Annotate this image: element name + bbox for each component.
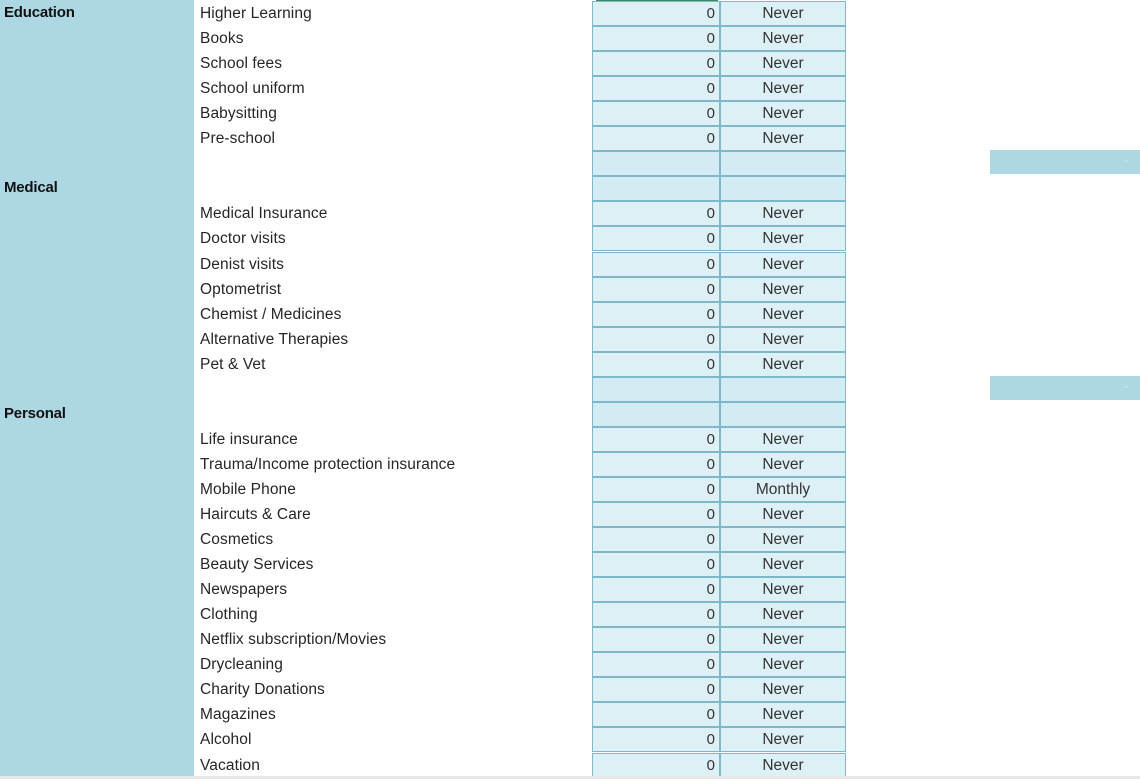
category-heading: Medical: [4, 179, 58, 197]
expense-label: Trauma/Income protection insurance: [200, 455, 456, 473]
table-row: [0, 252, 1140, 277]
frequency-dropdown[interactable]: Never: [720, 76, 846, 101]
amount-value: 0: [706, 30, 715, 48]
frequency-dropdown[interactable]: Never: [720, 101, 846, 126]
amount-cell[interactable]: [592, 753, 720, 778]
expense-label: Medical Insurance: [200, 205, 328, 223]
section-subtotal: [990, 376, 1140, 400]
subtotal-value: -: [1124, 381, 1128, 393]
amount-cell[interactable]: [592, 452, 720, 477]
amount-cell[interactable]: [592, 327, 720, 352]
amount-value: 0: [706, 631, 715, 649]
amount-value: 0: [706, 130, 715, 148]
frequency-dropdown[interactable]: [720, 377, 846, 402]
table-row: [0, 151, 1140, 176]
table-row: [0, 51, 1140, 76]
category-heading: Personal: [4, 404, 66, 422]
frequency-dropdown[interactable]: Never: [720, 552, 846, 577]
amount-value: 0: [706, 480, 715, 498]
amount-cell[interactable]: [592, 627, 720, 652]
amount-cell[interactable]: [592, 377, 720, 402]
expense-label: Newspapers: [200, 581, 288, 599]
frequency-dropdown[interactable]: Never: [720, 452, 846, 477]
table-row: [0, 452, 1140, 477]
amount-cell[interactable]: [592, 151, 720, 176]
table-row: [0, 201, 1140, 226]
table-row: [0, 727, 1140, 752]
frequency-dropdown[interactable]: Never: [720, 126, 846, 151]
amount-value: 0: [706, 205, 715, 223]
table-row: [0, 302, 1140, 327]
frequency-dropdown[interactable]: Never: [720, 602, 846, 627]
amount-value: 0: [706, 756, 715, 774]
amount-value: 0: [706, 355, 715, 373]
table-row: [0, 477, 1140, 502]
amount-value: 0: [706, 506, 715, 523]
frequency-dropdown[interactable]: Monthly: [720, 477, 846, 502]
table-row: [0, 377, 1140, 402]
amount-cell[interactable]: [592, 201, 720, 226]
amount-cell[interactable]: [592, 477, 720, 502]
frequency-dropdown[interactable]: Never: [720, 753, 846, 778]
table-row: [0, 427, 1140, 452]
frequency-dropdown[interactable]: Never: [720, 577, 846, 602]
amount-cell[interactable]: [592, 76, 720, 101]
table-row: [0, 402, 1140, 427]
amount-cell[interactable]: [592, 502, 720, 527]
amount-cell[interactable]: [592, 577, 720, 602]
amount-value: [715, 180, 719, 197]
table-row: [0, 327, 1140, 352]
amount-value: 0: [706, 80, 715, 98]
table-row: [0, 753, 1140, 778]
table-row: [0, 552, 1140, 577]
frequency-dropdown[interactable]: Never: [720, 51, 846, 76]
amount-value: 0: [706, 706, 715, 724]
amount-value: 0: [706, 305, 715, 323]
expense-label: School uniform: [200, 80, 305, 98]
expense-label: Babysitting: [200, 105, 277, 123]
expense-label: Alternative Therapies: [200, 330, 349, 348]
amount-cell[interactable]: [592, 677, 720, 702]
frequency-dropdown[interactable]: Never: [720, 677, 846, 702]
frequency-dropdown[interactable]: [720, 402, 846, 427]
table-row: [0, 502, 1140, 527]
frequency-dropdown[interactable]: Never: [720, 702, 846, 727]
table-row: [0, 1, 1140, 26]
expense-label: Life insurance: [200, 430, 298, 448]
expense-label: School fees: [200, 55, 283, 73]
category-heading: Education: [4, 4, 75, 21]
amount-value: [715, 155, 719, 172]
amount-cell[interactable]: [592, 402, 720, 427]
table-row: [0, 277, 1140, 302]
frequency-dropdown[interactable]: [720, 176, 846, 201]
frequency-dropdown[interactable]: Never: [720, 327, 846, 352]
frequency-dropdown[interactable]: Never: [720, 226, 846, 251]
amount-value: 0: [706, 255, 715, 273]
amount-cell[interactable]: [592, 176, 720, 201]
amount-value: 0: [706, 280, 715, 298]
amount-cell[interactable]: [592, 527, 720, 552]
table-row: [0, 26, 1140, 51]
expense-label: Books: [200, 30, 244, 48]
amount-cell[interactable]: [592, 702, 720, 727]
expense-label: Mobile Phone: [200, 480, 296, 498]
table-row: [0, 101, 1140, 126]
frequency-dropdown[interactable]: Never: [720, 427, 846, 452]
amount-cell[interactable]: [592, 51, 720, 76]
amount-value: 0: [706, 656, 715, 674]
amount-cell[interactable]: [592, 602, 720, 627]
amount-value: 0: [706, 105, 715, 123]
expense-label: Pet & Vet: [200, 355, 266, 373]
frequency-dropdown[interactable]: Never: [720, 302, 846, 327]
frequency-dropdown[interactable]: [720, 151, 846, 176]
amount-cell[interactable]: [592, 652, 720, 677]
amount-cell[interactable]: [592, 352, 720, 377]
amount-value: [715, 381, 719, 398]
expense-label: Denist visits: [200, 255, 284, 273]
table-row: [0, 226, 1140, 251]
frequency-dropdown[interactable]: Never: [720, 1, 846, 26]
table-row: [0, 602, 1140, 627]
expense-label: Haircuts & Care: [200, 506, 311, 523]
expense-label: Optometrist: [200, 280, 282, 298]
amount-cell[interactable]: [592, 101, 720, 126]
amount-value: [715, 406, 719, 423]
amount-cell[interactable]: [592, 226, 720, 251]
amount-cell[interactable]: [592, 552, 720, 577]
table-row: [0, 352, 1140, 377]
expense-label: Netflix subscription/Movies: [200, 631, 387, 649]
amount-value: 0: [706, 531, 715, 549]
amount-cell[interactable]: [592, 277, 720, 302]
amount-value: 0: [706, 430, 715, 448]
subtotal-value: -: [1124, 156, 1128, 168]
expense-label: Pre-school: [200, 130, 276, 148]
table-row: [0, 76, 1140, 101]
frequency-dropdown[interactable]: Never: [720, 727, 846, 752]
expense-label: Clothing: [200, 606, 258, 624]
table-row: [0, 176, 1140, 201]
amount-cell[interactable]: [592, 302, 720, 327]
expense-label: Chemist / Medicines: [200, 305, 342, 323]
amount-value: 0: [706, 556, 715, 574]
expense-label: Magazines: [200, 706, 276, 724]
amount-value: 0: [706, 230, 715, 248]
table-row: [0, 702, 1140, 727]
expense-label: Drycleaning: [200, 656, 283, 674]
amount-value: 0: [706, 606, 715, 624]
amount-cell[interactable]: [592, 727, 720, 752]
amount-value: 0: [706, 55, 715, 73]
expense-label: Alcohol: [200, 731, 252, 749]
expense-label: Doctor visits: [200, 230, 286, 248]
frequency-dropdown[interactable]: Never: [720, 352, 846, 377]
expense-label: Higher Learning: [200, 5, 312, 22]
frequency-dropdown[interactable]: Never: [720, 502, 846, 527]
section-subtotal: [990, 150, 1140, 174]
table-row: [0, 577, 1140, 602]
amount-cell[interactable]: [592, 126, 720, 151]
expense-label: Vacation: [200, 756, 260, 774]
table-row: [0, 527, 1140, 552]
frequency-dropdown[interactable]: Never: [720, 627, 846, 652]
amount-cell[interactable]: [592, 26, 720, 51]
frequency-dropdown[interactable]: Never: [720, 277, 846, 302]
table-row: [0, 677, 1140, 702]
table-row: [0, 652, 1140, 677]
amount-cell[interactable]: [592, 1, 720, 26]
expense-label: Beauty Services: [200, 556, 314, 574]
frequency-dropdown[interactable]: Never: [720, 201, 846, 226]
amount-value: 0: [706, 581, 715, 599]
amount-cell[interactable]: [592, 427, 720, 452]
frequency-dropdown[interactable]: Never: [720, 527, 846, 552]
frequency-dropdown[interactable]: Never: [720, 652, 846, 677]
amount-value: 0: [706, 5, 715, 22]
table-row: [0, 627, 1140, 652]
amount-value: 0: [706, 330, 715, 348]
amount-cell[interactable]: [592, 252, 720, 277]
table-row: [0, 126, 1140, 151]
frequency-dropdown[interactable]: Never: [720, 26, 846, 51]
amount-value: 0: [706, 681, 715, 699]
expense-label: Charity Donations: [200, 681, 325, 699]
amount-value: 0: [706, 455, 715, 473]
frequency-dropdown[interactable]: Never: [720, 252, 846, 277]
amount-value: 0: [706, 731, 715, 749]
expense-label: Cosmetics: [200, 531, 274, 549]
